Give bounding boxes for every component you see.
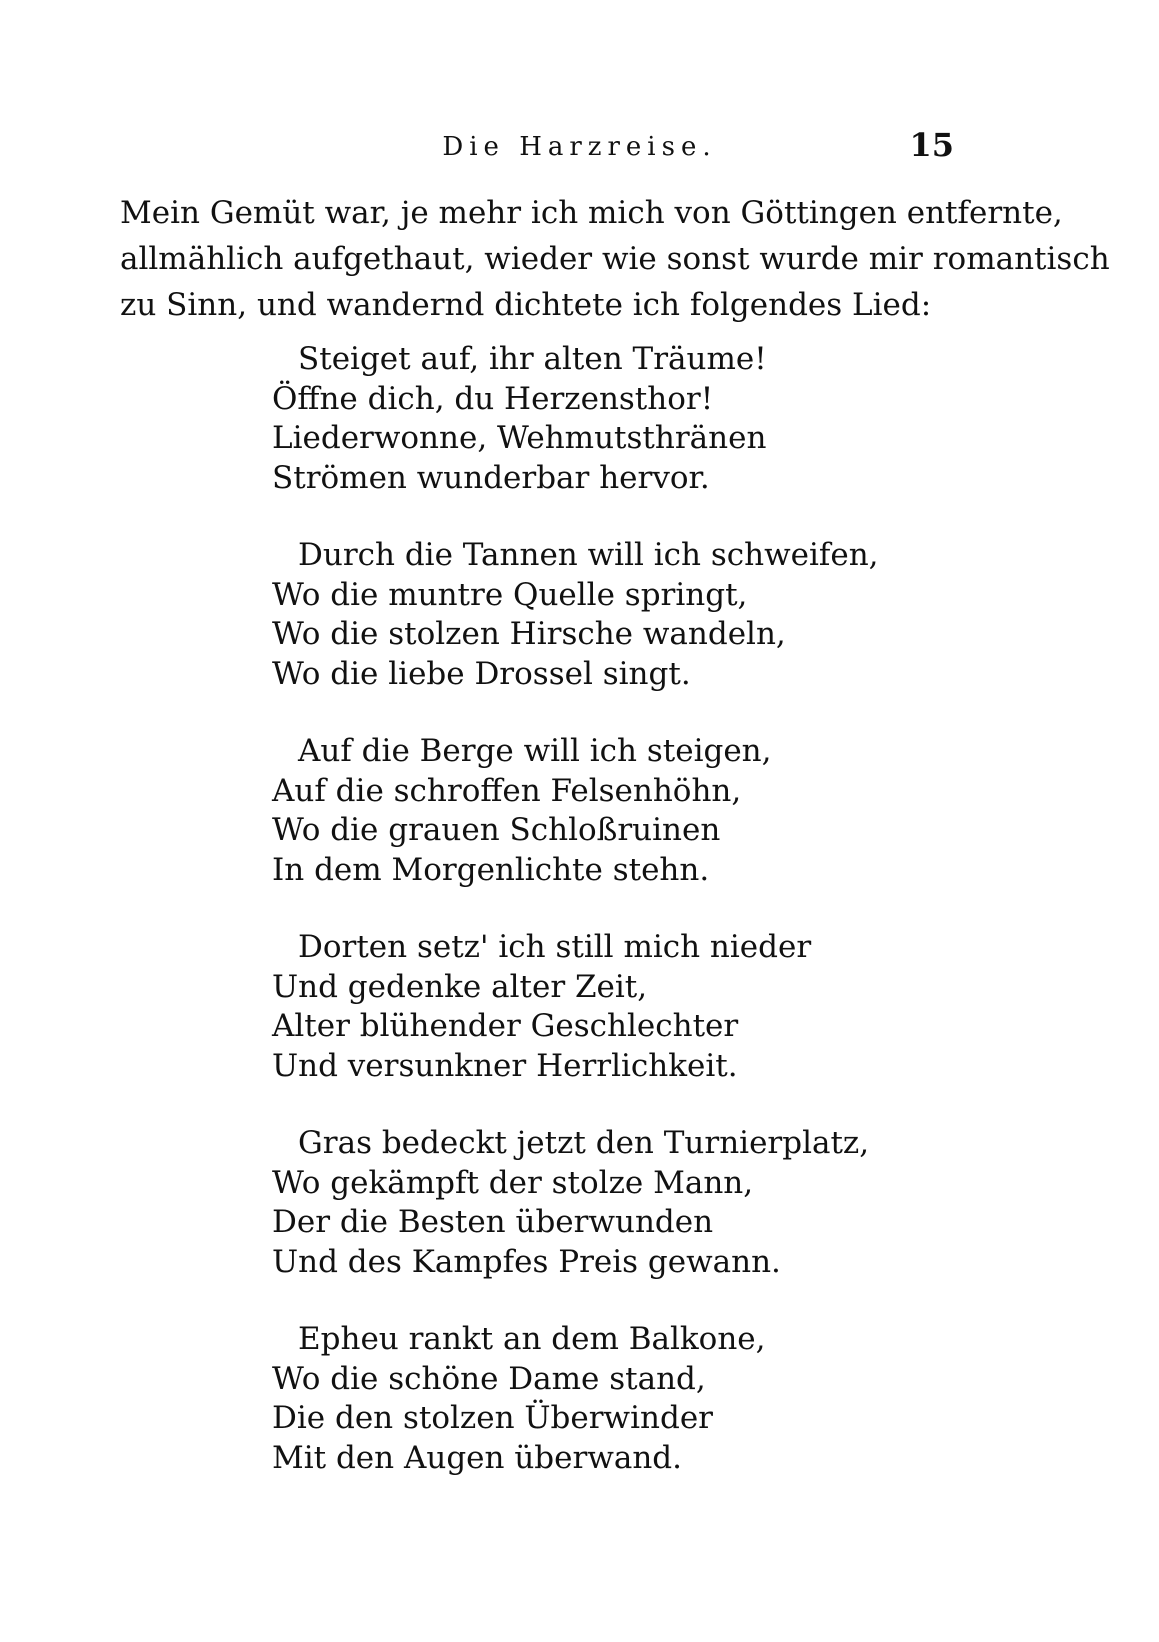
prose-line: zu Sinn, und wandernd dichtete ich folgendes Lied:: [120, 287, 932, 323]
stanza: [272, 1124, 872, 1282]
verse-line: Alter blühender Geschlechter: [272, 1008, 739, 1044]
verse-line: Und des Kampfes Preis gewann.: [272, 1243, 781, 1280]
verse-line: Mit den Augen überwand.: [272, 1439, 682, 1476]
verse-line: Wo die liebe Drossel singt.: [272, 655, 691, 692]
verse-line: Steiget auf, ihr alten Träume!: [298, 341, 767, 377]
verse-line: Dorten setz' ich still mich nieder: [298, 929, 812, 965]
prose-paragraph: [120, 190, 1110, 328]
verse-line: Epheu rankt an dem Balkone,: [298, 1321, 766, 1357]
stanza: [272, 1320, 872, 1478]
verse-line: Wo die schöne Dame stand,: [272, 1360, 706, 1397]
verse-line: Die den stolzen Überwinder: [272, 1400, 713, 1436]
poem: [272, 340, 879, 1516]
verse-line: Öffne dich, du Herzensthor!: [272, 380, 714, 417]
stanza: [272, 732, 872, 890]
verse-line: Der die Besten überwunden: [272, 1204, 714, 1240]
verse-line: Wo die muntre Quelle springt,: [272, 576, 748, 613]
prose-line: allmählich aufgethaut, wieder wie sonst wurde mir romantisch: [120, 241, 1110, 277]
stanza: [272, 536, 879, 694]
verse-line: Und gedenke alter Zeit,: [272, 968, 648, 1005]
running-title: Die Harzreise.: [442, 132, 717, 162]
verse-line: Durch die Tannen will ich schweifen,: [298, 537, 879, 573]
prose-line: Mein Gemüt war, je mehr ich mich von Göttingen entfernte,: [120, 195, 1063, 231]
verse-line: Auf die schroffen Felsenhöhn,: [272, 772, 742, 809]
verse-line: Wo gekämpft der stolze Mann,: [272, 1164, 754, 1201]
verse-line: Gras bedeckt jetzt den Turnierplatz,: [298, 1125, 870, 1161]
verse-line: Auf die Berge will ich steigen,: [298, 733, 772, 769]
verse-line: In dem Morgenlichte stehn.: [272, 851, 710, 888]
verse-line: Strömen wunderbar hervor.: [272, 459, 710, 496]
stanza: [272, 340, 872, 498]
stanza: [272, 928, 872, 1086]
verse-line: Liederwonne, Wehmutsthränen: [272, 420, 767, 456]
page-number: 15: [909, 126, 954, 164]
verse-line: Und versunkner Herrlichkeit.: [272, 1047, 738, 1084]
verse-line: Wo die grauen Schloßruinen: [272, 812, 721, 848]
verse-line: Wo die stolzen Hirsche wandeln,: [272, 616, 786, 652]
